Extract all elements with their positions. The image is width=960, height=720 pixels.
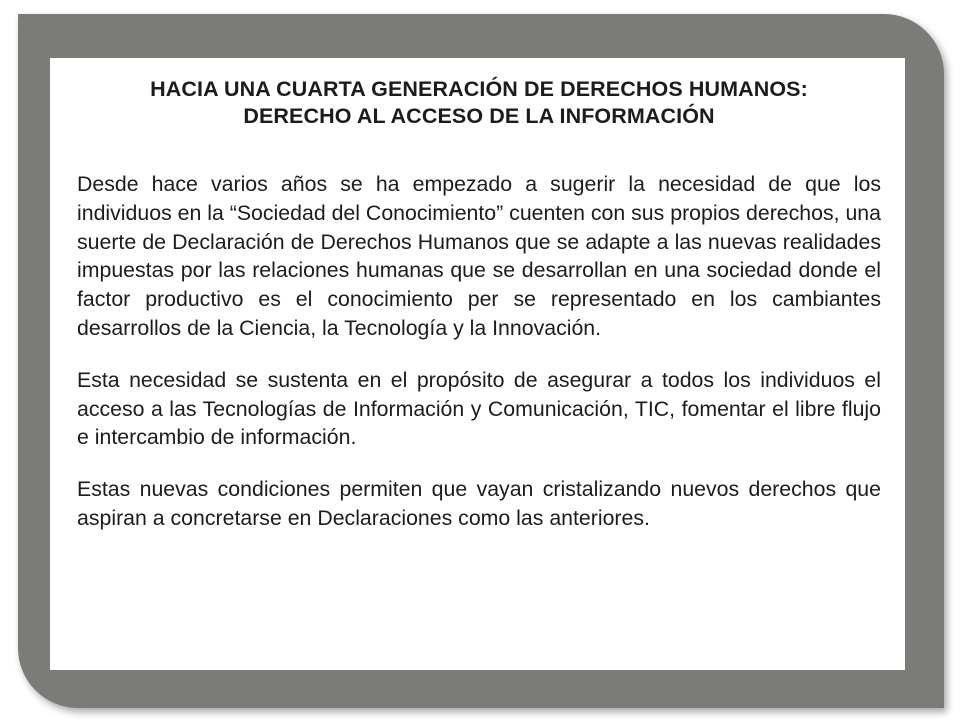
paragraph-1: Desde hace varios años se ha empezado a sugerir la necesidad de que los individuos en la “Sociedad del Conocimiento” cuenten con sus propios derechos, una suerte de Declaración de Derechos Humanos que se adapte a las nuevas realidades impuestas por las relaciones humanas que se desarrollan en una sociedad donde el factor productivo es el conocimiento per se representado en los cambiantes desarrollos de la Ciencia, la Tecnología y la Innovación. [77, 172, 881, 340]
paragraph-3: Estas nuevas condiciones permiten que vayan cristalizando nuevos derechos que aspiran a concretarse en Declaraciones como las anteriores. [77, 477, 881, 530]
paragraph-2: Esta necesidad se sustenta en el propósito de asegurar a todos los individuos el acceso a las Tecnologías de Información y Comunicación, TIC, fomentar el libre flujo e intercambio de información. [77, 367, 881, 450]
slide-frame [18, 14, 944, 708]
title-line-2: DERECHO AL ACCESO DE LA INFORMACIÓN [243, 104, 715, 128]
document-title [77, 76, 881, 130]
title-line-1: HACIA UNA CUARTA GENERACIÓN DE DERECHOS HUMANOS: [150, 77, 808, 101]
document-sheet [50, 58, 905, 670]
document-body [77, 170, 881, 533]
